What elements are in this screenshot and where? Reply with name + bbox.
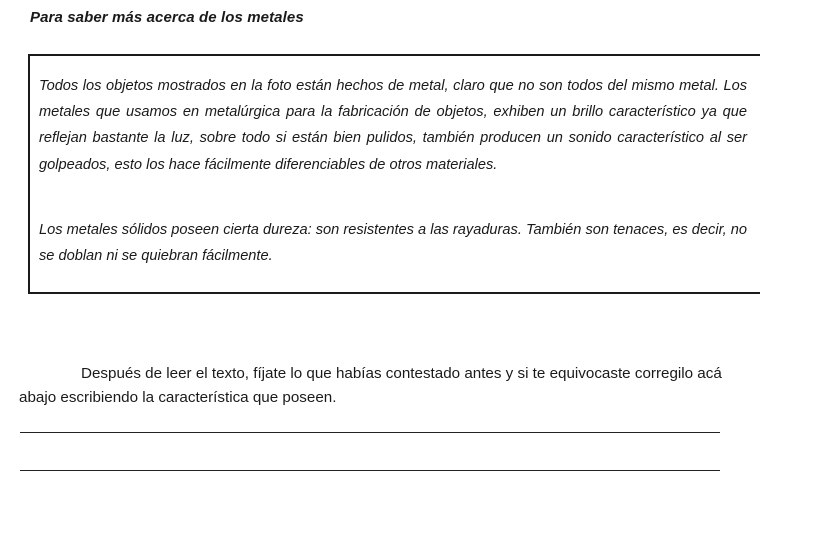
section-heading: Para saber más acerca de los metales [30,9,304,26]
answer-line-2[interactable] [20,470,720,471]
reading-paragraph-2: Los metales sólidos poseen cierta dureza: son resistentes a las rayaduras. También son tenaces, es decir, no se doblan ni se quiebran fácilmente. [39,222,747,265]
answer-line-1[interactable] [20,432,720,433]
reading-text-box [28,54,760,294]
activity-instructions: Después de leer el texto, fíjate lo que habías contestado antes y si te equivocaste corregilo acá abajo escribiendo la característica que poseen. [19,365,722,406]
reading-paragraph-1: Todos los objetos mostrados en la foto están hechos de metal, claro que no son todos del mismo metal. Los metales que usamos en metalúrgica para la fabricación de objetos, exhiben un brillo característico ya que reflejan bastante la luz, sobre todo si están bien pulidos, también producen un sonido característico al ser golpeados, esto los hace fácilmente diferenciables de otros materiales. [39,78,747,173]
